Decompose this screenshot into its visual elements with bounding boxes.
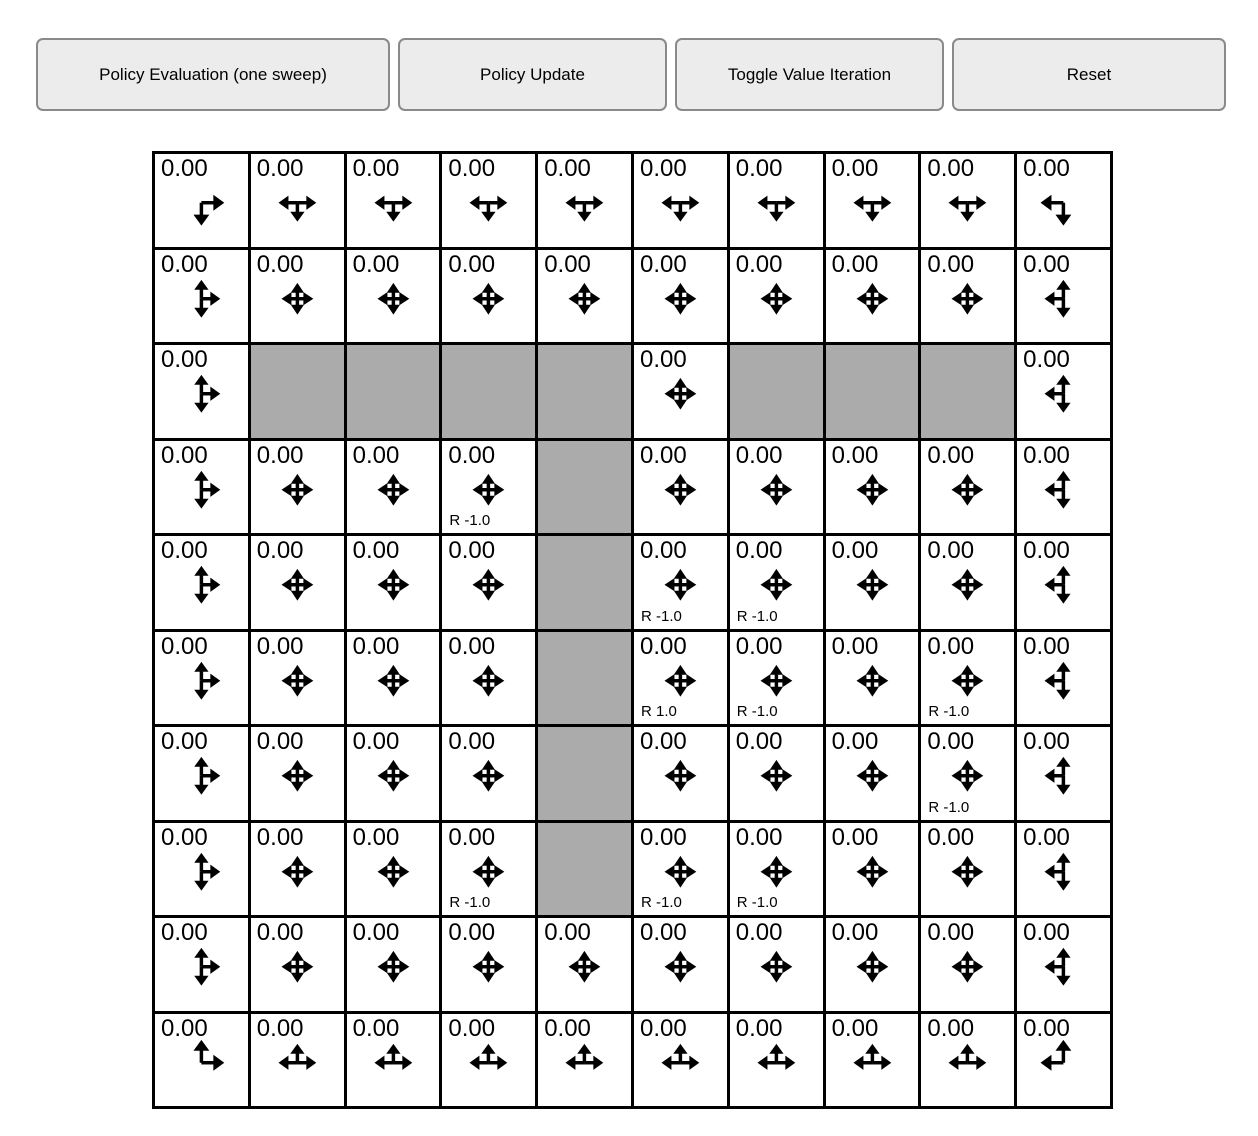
- grid-cell[interactable]: [251, 154, 344, 247]
- policy-arrows-icon: [826, 250, 919, 343]
- grid-cell[interactable]: [251, 1014, 344, 1107]
- grid-cell[interactable]: [826, 727, 919, 820]
- policy-arrows-icon: [730, 441, 823, 534]
- grid-cell[interactable]: [538, 154, 631, 247]
- grid-cell[interactable]: [921, 441, 1014, 534]
- cell-value: 0.00: [927, 919, 975, 946]
- cell-value: 0.00: [448, 632, 496, 660]
- grid-cell[interactable]: [1017, 154, 1110, 247]
- cell-value: 0.00: [161, 537, 208, 564]
- cell-value: 0.00: [448, 823, 496, 851]
- cell-value: 0.00: [256, 155, 304, 182]
- policy-arrows-icon: [1017, 632, 1110, 725]
- wall-cell[interactable]: [730, 345, 823, 438]
- policy-arrows-icon: [347, 154, 440, 247]
- policy-arrows-icon: [1017, 441, 1110, 534]
- policy-arrows-icon: [921, 441, 1014, 534]
- cell-reward: R -1.0: [928, 798, 970, 816]
- grid-cell[interactable]: [347, 154, 440, 247]
- grid-cell[interactable]: [251, 823, 344, 916]
- grid-cell[interactable]: [347, 441, 440, 534]
- cell-value: 0.00: [639, 728, 687, 755]
- cell-value: 0.00: [448, 728, 496, 755]
- policy-arrows-icon: [1017, 250, 1110, 343]
- grid-cell[interactable]: [155, 918, 248, 1011]
- policy-arrows-icon: [1017, 823, 1110, 916]
- cell-value: 0.00: [831, 728, 879, 755]
- cell-value: 0.00: [831, 919, 879, 946]
- policy-arrows-icon: [347, 918, 440, 1011]
- cell-value: 0.00: [735, 155, 783, 182]
- grid-cell[interactable]: [442, 918, 535, 1011]
- policy-arrows-icon: [634, 154, 727, 247]
- grid-cell[interactable]: [347, 632, 440, 725]
- grid-cell[interactable]: [251, 632, 344, 725]
- policy-arrows-icon: [442, 727, 535, 820]
- cell-value: 0.00: [735, 728, 783, 755]
- cell-value: 0.00: [256, 823, 304, 851]
- cell-value: 0.00: [256, 632, 304, 660]
- wall-cell[interactable]: [538, 345, 631, 438]
- cell-value: 0.00: [448, 537, 496, 564]
- cell-value: 0.00: [256, 1014, 304, 1042]
- policy-arrows-icon: [442, 250, 535, 343]
- policy-arrows-icon: [634, 727, 727, 820]
- policy-arrows-icon: [826, 441, 919, 534]
- cell-value: 0.00: [735, 250, 783, 278]
- policy-arrows-icon: [826, 536, 919, 629]
- cell-value: 0.00: [544, 1014, 591, 1042]
- policy-arrows-icon: [634, 250, 727, 343]
- cell-value: 0.00: [831, 155, 879, 182]
- policy-arrows-icon: [634, 345, 727, 438]
- grid-cell[interactable]: [730, 823, 823, 916]
- grid-cell[interactable]: [347, 536, 440, 629]
- grid-cell[interactable]: [251, 536, 344, 629]
- grid-cell[interactable]: [155, 632, 248, 725]
- grid-cell[interactable]: [1017, 727, 1110, 820]
- grid-cell[interactable]: [1017, 250, 1110, 343]
- cell-value: 0.00: [256, 441, 304, 469]
- grid-cell[interactable]: [730, 727, 823, 820]
- cell-value: 0.00: [1023, 1014, 1070, 1042]
- grid-cell[interactable]: [730, 1014, 823, 1107]
- grid-cell[interactable]: [826, 918, 919, 1011]
- grid-cell[interactable]: [251, 441, 344, 534]
- policy-arrows-icon: [730, 918, 823, 1011]
- grid-cell[interactable]: [826, 154, 919, 247]
- toggle-value-iteration-button[interactable]: Toggle Value Iteration: [675, 38, 944, 111]
- wall-cell[interactable]: [347, 345, 440, 438]
- grid-cell[interactable]: [1017, 1014, 1110, 1107]
- grid-cell[interactable]: [155, 1014, 248, 1107]
- cell-reward: R -1.0: [640, 894, 682, 911]
- cell-value: 0.00: [352, 250, 400, 278]
- policy-arrows-icon: [155, 823, 248, 916]
- grid-cell[interactable]: [442, 727, 535, 820]
- grid-cell[interactable]: [826, 632, 919, 725]
- policy-arrows-icon: [442, 632, 535, 725]
- policy-arrows-icon: [538, 918, 631, 1011]
- grid-cell[interactable]: [634, 632, 727, 725]
- grid-cell[interactable]: [730, 536, 823, 629]
- policy-arrows-icon: [347, 441, 440, 534]
- policy-arrows-icon: [1017, 1014, 1110, 1107]
- policy-arrows-icon: [347, 250, 440, 343]
- cell-reward: R -1.0: [449, 512, 491, 529]
- cell-value: 0.00: [831, 632, 879, 660]
- cell-value: 0.00: [256, 250, 304, 278]
- policy-arrows-icon: [921, 536, 1014, 629]
- grid-cell[interactable]: [251, 918, 344, 1011]
- cell-value: 0.00: [544, 155, 591, 182]
- cell-value: 0.00: [161, 441, 208, 469]
- grid-cell[interactable]: [921, 823, 1014, 916]
- grid-cell[interactable]: [634, 250, 727, 343]
- grid-cell[interactable]: [634, 345, 727, 438]
- policy-arrows-icon: [251, 154, 344, 247]
- grid-cell[interactable]: [347, 823, 440, 916]
- policy-evaluation-button[interactable]: Policy Evaluation (one sweep): [36, 38, 390, 111]
- cell-value: 0.00: [448, 919, 496, 946]
- cell-value: 0.00: [735, 919, 783, 946]
- policy-arrows-icon: [921, 154, 1014, 247]
- grid-cell[interactable]: [826, 823, 919, 916]
- cell-value: 0.00: [352, 537, 400, 564]
- grid-cell[interactable]: [251, 727, 344, 820]
- grid-cell[interactable]: [155, 536, 248, 629]
- cell-value: 0.00: [927, 250, 975, 278]
- cell-value: 0.00: [544, 250, 591, 278]
- cell-value: 0.00: [448, 1014, 496, 1042]
- grid-cell[interactable]: [155, 727, 248, 820]
- cell-value: 0.00: [1023, 537, 1070, 564]
- cell-value: 0.00: [352, 441, 400, 469]
- grid-cell[interactable]: [155, 250, 248, 343]
- cell-value: 0.00: [927, 728, 975, 755]
- grid-cell[interactable]: [634, 536, 727, 629]
- cell-value: 0.00: [831, 823, 879, 851]
- cell-value: 0.00: [1023, 823, 1070, 851]
- policy-arrows-icon: [155, 918, 248, 1011]
- grid-cell[interactable]: [442, 632, 535, 725]
- policy-arrows-icon: [538, 154, 631, 247]
- cell-reward: R -1.0: [736, 894, 778, 911]
- cell-value: 0.00: [735, 537, 783, 564]
- wall-cell[interactable]: [442, 345, 535, 438]
- policy-arrows-icon: [442, 918, 535, 1011]
- wall-cell[interactable]: [826, 345, 919, 438]
- policy-arrows-icon: [826, 154, 919, 247]
- policy-arrows-icon: [1017, 154, 1110, 247]
- cell-value: 0.00: [256, 728, 304, 755]
- grid-cell[interactable]: [634, 918, 727, 1011]
- cell-value: 0.00: [735, 441, 783, 469]
- policy-arrows-icon: [826, 632, 919, 725]
- cell-value: 0.00: [639, 537, 687, 564]
- cell-value: 0.00: [639, 1014, 687, 1042]
- cell-value: 0.00: [256, 537, 304, 564]
- policy-arrows-icon: [730, 727, 823, 820]
- policy-arrows-icon: [1017, 727, 1110, 820]
- cell-value: 0.00: [1023, 919, 1070, 946]
- cell-value: 0.00: [639, 632, 687, 660]
- policy-arrows-icon: [155, 536, 248, 629]
- grid-cell[interactable]: [730, 632, 823, 725]
- grid-cell[interactable]: [634, 154, 727, 247]
- wall-cell[interactable]: [538, 823, 631, 916]
- cell-value: 0.00: [639, 346, 687, 373]
- cell-value: 0.00: [352, 155, 400, 182]
- grid-cell[interactable]: [634, 727, 727, 820]
- policy-arrows-icon: [921, 250, 1014, 343]
- policy-arrows-icon: [634, 918, 727, 1011]
- grid-cell[interactable]: [921, 727, 1014, 820]
- policy-arrows-icon: [347, 632, 440, 725]
- policy-arrows-icon: [347, 1014, 440, 1107]
- grid-cell[interactable]: [442, 441, 535, 534]
- cell-value: 0.00: [1023, 441, 1070, 469]
- grid-cell[interactable]: [538, 1014, 631, 1107]
- grid-cell[interactable]: [826, 441, 919, 534]
- policy-arrows-icon: [155, 441, 248, 534]
- grid-cell[interactable]: [1017, 345, 1110, 438]
- grid-cell[interactable]: [155, 154, 248, 247]
- cell-value: 0.00: [1023, 155, 1070, 182]
- policy-arrows-icon: [251, 727, 344, 820]
- policy-arrows-icon: [538, 250, 631, 343]
- grid-cell[interactable]: [251, 250, 344, 343]
- grid-cell[interactable]: [1017, 918, 1110, 1011]
- policy-arrows-icon: [730, 154, 823, 247]
- policy-arrows-icon: [442, 1014, 535, 1107]
- policy-arrows-icon: [538, 1014, 631, 1107]
- policy-arrows-icon: [251, 1014, 344, 1107]
- reset-button[interactable]: Reset: [952, 38, 1226, 111]
- policy-arrows-icon: [155, 154, 248, 247]
- cell-value: 0.00: [639, 155, 687, 182]
- grid-cell[interactable]: [826, 536, 919, 629]
- cell-value: 0.00: [927, 155, 975, 182]
- cell-value: 0.00: [352, 1014, 400, 1042]
- cell-value: 0.00: [735, 632, 783, 660]
- grid-cell[interactable]: [634, 823, 727, 916]
- policy-arrows-icon: [155, 1014, 248, 1107]
- cell-value: 0.00: [927, 823, 975, 851]
- grid-cell[interactable]: [347, 250, 440, 343]
- policy-arrows-icon: [921, 918, 1014, 1011]
- cell-value: 0.00: [831, 537, 879, 564]
- grid-cell[interactable]: [634, 1014, 727, 1107]
- policy-arrows-icon: [826, 727, 919, 820]
- grid-cell[interactable]: [347, 1014, 440, 1107]
- policy-arrows-icon: [921, 1014, 1014, 1107]
- grid-cell[interactable]: [155, 441, 248, 534]
- cell-value: 0.00: [448, 155, 496, 182]
- cell-value: 0.00: [639, 441, 687, 469]
- cell-reward: R 1.0: [640, 703, 677, 720]
- cell-value: 0.00: [927, 1014, 975, 1042]
- policy-arrows-icon: [826, 918, 919, 1011]
- cell-value: 0.00: [639, 250, 687, 278]
- policy-arrows-icon: [921, 823, 1014, 916]
- policy-arrows-icon: [826, 823, 919, 916]
- wall-cell[interactable]: [251, 345, 344, 438]
- grid-cell[interactable]: [442, 250, 535, 343]
- policy-arrows-icon: [1017, 345, 1110, 438]
- cell-value: 0.00: [161, 155, 208, 182]
- grid-cell[interactable]: [921, 918, 1014, 1011]
- grid: [152, 151, 1113, 1109]
- grid-cell[interactable]: [730, 154, 823, 247]
- policy-arrows-icon: [1017, 536, 1110, 629]
- grid-cell[interactable]: [921, 250, 1014, 343]
- grid-cell[interactable]: [826, 1014, 919, 1107]
- policy-arrows-icon: [347, 823, 440, 916]
- grid-cell[interactable]: [347, 918, 440, 1011]
- policy-arrows-icon: [251, 250, 344, 343]
- wall-cell[interactable]: [921, 345, 1014, 438]
- wall-cell[interactable]: [538, 536, 631, 629]
- wall-cell[interactable]: [538, 727, 631, 820]
- cell-value: 0.00: [927, 441, 975, 469]
- wall-cell[interactable]: [538, 441, 631, 534]
- cell-value: 0.00: [161, 823, 208, 851]
- cell-value: 0.00: [639, 823, 687, 851]
- policy-arrows-icon: [442, 154, 535, 247]
- grid-cell[interactable]: [155, 345, 248, 438]
- policy-arrows-icon: [251, 536, 344, 629]
- cell-reward: R -1.0: [640, 607, 682, 625]
- cell-value: 0.00: [352, 632, 400, 660]
- cell-value: 0.00: [161, 1014, 208, 1042]
- grid-cell[interactable]: [347, 727, 440, 820]
- grid-cell[interactable]: [1017, 536, 1110, 629]
- policy-arrows-icon: [347, 727, 440, 820]
- policy-arrows-icon: [634, 441, 727, 534]
- cell-value: 0.00: [1023, 346, 1070, 373]
- grid-cell[interactable]: [1017, 441, 1110, 534]
- cell-value: 0.00: [639, 919, 687, 946]
- cell-value: 0.00: [448, 250, 496, 278]
- policy-update-button[interactable]: Policy Update: [398, 38, 667, 111]
- grid-cell[interactable]: [634, 441, 727, 534]
- grid-cell[interactable]: [730, 250, 823, 343]
- grid-cell[interactable]: [442, 1014, 535, 1107]
- cell-value: 0.00: [161, 728, 208, 755]
- policy-arrows-icon: [155, 727, 248, 820]
- policy-arrows-icon: [347, 536, 440, 629]
- policy-arrows-icon: [155, 345, 248, 438]
- cell-reward: R -1.0: [736, 607, 778, 625]
- policy-arrows-icon: [826, 1014, 919, 1107]
- cell-value: 0.00: [352, 728, 400, 755]
- cell-reward: R -1.0: [736, 703, 778, 720]
- grid-cell[interactable]: [921, 154, 1014, 247]
- policy-arrows-icon: [442, 536, 535, 629]
- grid-cell[interactable]: [1017, 632, 1110, 725]
- grid-cell[interactable]: [155, 823, 248, 916]
- grid-cell[interactable]: [730, 918, 823, 1011]
- grid-cell[interactable]: [921, 1014, 1014, 1107]
- cell-value: 0.00: [927, 537, 975, 564]
- grid-cell[interactable]: [538, 918, 631, 1011]
- cell-value: 0.00: [544, 919, 591, 946]
- wall-cell[interactable]: [538, 632, 631, 725]
- cell-value: 0.00: [1023, 250, 1070, 278]
- grid-cell[interactable]: [442, 536, 535, 629]
- grid-cell[interactable]: [921, 536, 1014, 629]
- policy-arrows-icon: [251, 918, 344, 1011]
- cell-value: 0.00: [1023, 632, 1070, 660]
- cell-value: 0.00: [831, 250, 879, 278]
- policy-arrows-icon: [730, 1014, 823, 1107]
- cell-value: 0.00: [352, 919, 400, 946]
- grid-cell[interactable]: [730, 441, 823, 534]
- policy-arrows-icon: [634, 1014, 727, 1107]
- cell-value: 0.00: [1023, 728, 1070, 755]
- grid-cell[interactable]: [538, 250, 631, 343]
- cell-value: 0.00: [161, 346, 208, 373]
- grid-cell[interactable]: [442, 154, 535, 247]
- grid-cell[interactable]: [921, 632, 1014, 725]
- grid-cell[interactable]: [826, 250, 919, 343]
- cell-reward: R -1.0: [928, 703, 970, 720]
- cell-value: 0.00: [927, 632, 975, 660]
- cell-value: 0.00: [161, 919, 208, 946]
- policy-arrows-icon: [730, 250, 823, 343]
- policy-arrows-icon: [155, 250, 248, 343]
- cell-value: 0.00: [831, 1014, 879, 1042]
- policy-arrows-icon: [1017, 918, 1110, 1011]
- cell-value: 0.00: [161, 250, 208, 278]
- cell-value: 0.00: [256, 919, 304, 946]
- cell-value: 0.00: [735, 823, 783, 851]
- policy-arrows-icon: [155, 632, 248, 725]
- cell-value: 0.00: [161, 632, 208, 660]
- cell-reward: R -1.0: [449, 894, 491, 911]
- cell-value: 0.00: [735, 1014, 783, 1042]
- cell-value: 0.00: [352, 823, 400, 851]
- cell-value: 0.00: [448, 441, 496, 469]
- policy-arrows-icon: [251, 632, 344, 725]
- cell-value: 0.00: [831, 441, 879, 469]
- policy-arrows-icon: [251, 441, 344, 534]
- grid-cell[interactable]: [442, 823, 535, 916]
- grid-cell[interactable]: [1017, 823, 1110, 916]
- policy-arrows-icon: [251, 823, 344, 916]
- toolbar: [36, 38, 1226, 111]
